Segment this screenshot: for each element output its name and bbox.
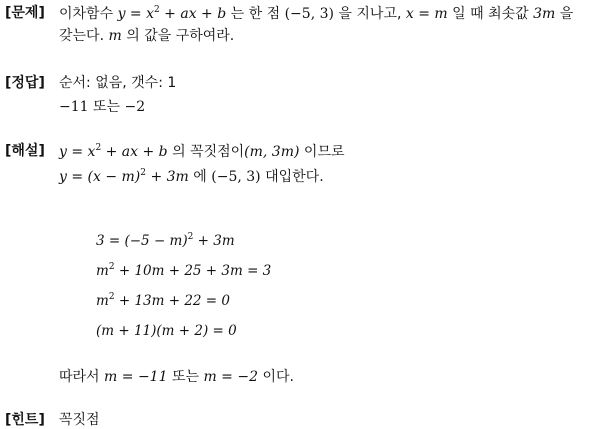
problem-label: [문제] [5,5,45,21]
solution-line-1 [59,141,345,161]
conclusion-or: 또는 [171,369,199,385]
solution-vertex: (m, 3m) [244,144,300,160]
conclusion-text-a: 따라서 [59,369,100,385]
solution-conclusion [59,366,294,386]
problem-line-2 [59,25,234,45]
conclusion-eq-2: m = −2 [203,369,258,385]
equation-1: $3 = (-5 - m)^2 + 3m$ [96,232,235,249]
equation-4: (m + 11)(m + 2) = 0 [96,323,237,339]
problem-point: (−5, 3) [284,6,334,22]
solution-text-b: 이므로 [303,144,345,160]
equation-3: $m^2 + 13m + 22 = 0$ [96,292,230,309]
answer-line-2 [59,96,145,116]
solution-text-c: 에 [193,169,207,185]
problem-text-d: 일 때 최솟값 [452,6,529,22]
problem-text-a: 이차함수 [59,6,114,22]
problem-var-m: m [108,28,122,44]
problem-text-b: 는 한 점 [230,6,281,22]
problem-function-eq: $y = x^2$ + ax + b [117,5,227,22]
problem-text-g: 의 값을 구하여라. [126,28,235,44]
problem-min-value: 3m [533,6,556,22]
problem-line-1 [59,3,573,23]
answer-value-1: −11 [59,99,89,115]
hint-label: [힌트] [5,412,45,428]
conclusion-eq-1: m = −11 [104,369,168,385]
answer-line-1: 순서: 없음, 갯수: 1 [59,75,177,91]
answer-value-2: −2 [124,99,146,115]
solution-text-d: 대입한다. [265,169,324,185]
problem-x-eq: x = m [405,6,448,22]
solution-text-a: 의 꼭짓점이 [172,144,245,160]
problem-text-c: 을 지나고, [338,6,402,22]
answer-or: 또는 [93,99,121,115]
solution-function-eq: $y = x^2$ + ax + b [59,143,168,160]
problem-text-f: 갖는다. [59,28,105,44]
problem-text-e: 을 [559,6,574,22]
solution-line-2 [59,166,324,186]
solution-point: (−5, 3) [211,169,261,185]
conclusion-text-b: 이다. [262,369,294,385]
equation-2: $m^2 + 10m + 25 + 3m = 3$ [96,262,272,279]
hint-text: 꼭짓점 [59,412,100,428]
solution-label: [해설] [5,143,45,159]
solution-vertex-form: $y = (x - m)^2 + 3m$ [59,168,189,185]
answer-label: [정답] [5,75,45,91]
